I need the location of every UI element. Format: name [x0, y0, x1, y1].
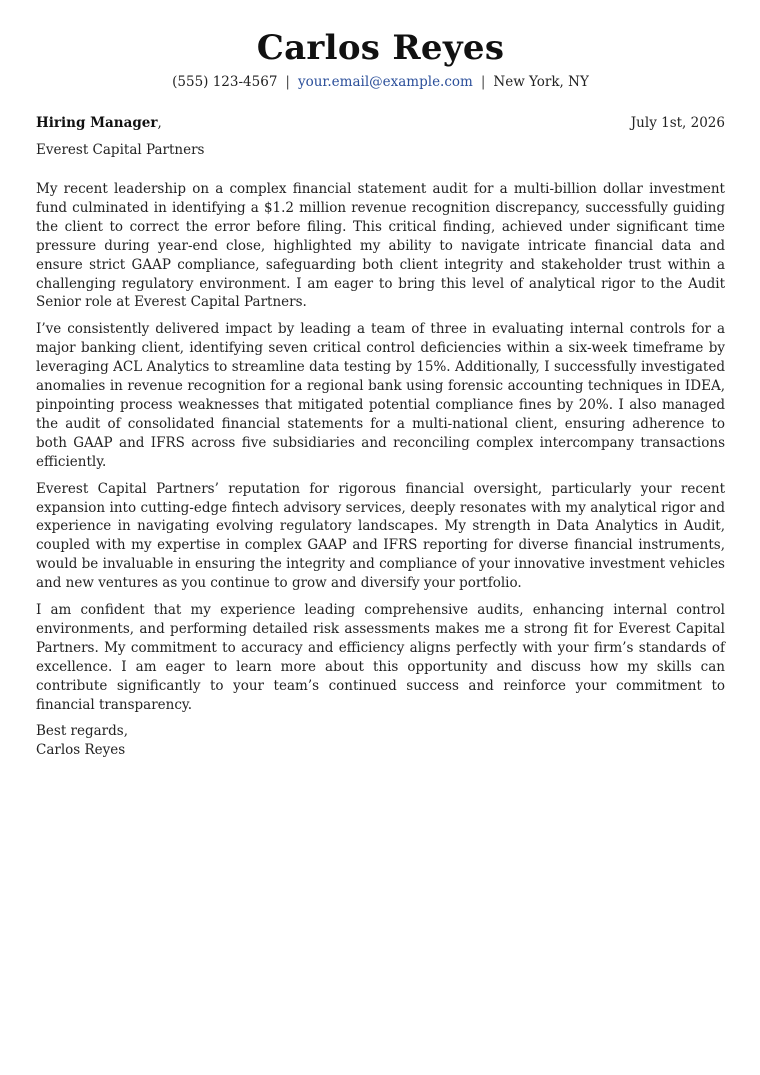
- contact-separator: |: [285, 74, 290, 90]
- signature-name: Carlos Reyes: [36, 742, 126, 759]
- location: New York, NY: [493, 74, 589, 90]
- body-paragraph: Everest Capital Partners’ reputation for rigorous financial oversight, particularly your recent expansion into cutting-edge fintech advisory services, deeply resonates with my analytical rigor and experience in navigating evolving regulatory landscapes. My strength in Data Analytics in Audit, coupled with my expertise in complex GAAP and IFRS reporting for diverse financial instruments, would be invaluable in ensuring the integrity and compliance of your innovative investment vehicles and new ventures as you continue to grow and diversify your portfolio.: [36, 480, 725, 592]
- letter-date: July 1st, 2026: [630, 115, 725, 131]
- email-link[interactable]: your.email@example.com: [297, 74, 473, 90]
- body-paragraph: My recent leadership on a complex financial statement audit for a multi-billion dollar investment fund culminated in identifying a $1.2 million revenue recognition discrepancy, successfully guiding the client to correct the error before filing. This critical finding, achieved under significant time pressure during year-end close, highlighted my ability to navigate intricate financial data and ensure strict GAAP compliance, safeguarding both client integrity and stakeholder trust within a challenging regulatory environment. I am eager to bring this level of analytical rigor to the Audit Senior role at Everest Capital Partners.: [36, 181, 725, 311]
- body-paragraph: I am confident that my experience leading comprehensive audits, enhancing internal control environments, and performing detailed risk assessments makes me a strong fit for Everest Capital Partners. My commitment to accuracy and efficiency aligns perfectly with your firm’s standards of excellence. I am eager to learn more about this opportunity and discuss how my skills can contribute significantly to your team’s continued success and reinforce your commitment to financial transparency.: [36, 602, 725, 713]
- contact-separator: |: [480, 74, 486, 90]
- applicant-name: Carlos Reyes: [256, 28, 505, 68]
- recipient-title: Hiring Manager: [36, 115, 158, 131]
- body-paragraph: I’ve consistently delivered impact by leading a team of three in evaluating internal controls for a major banking client, identifying seven critical control deficiencies within a six-week timeframe by leveraging ACL Analytics to streamline data testing by 15%. Additionally, I successfully investigated anomalies in revenue recognition for a regional bank using forensic accounting techniques in IDEA, pinpointing process weaknesses that mitigated potential compliance fines by 20%. I also managed the audit of consolidated financial statements for a multi-national client, ensuring adherence to both GAAP and IFRS across five subsidiaries and reconciling complex intercompany transactions efficiently.: [36, 321, 725, 470]
- closing-salutation: Best regards,: [36, 723, 129, 740]
- letter-body: [36, 180, 725, 760]
- recipient-date-row: [36, 114, 725, 132]
- closing-block: [36, 722, 725, 760]
- recipient-title-wrap: [36, 114, 162, 132]
- recipient-company: Everest Capital Partners: [36, 142, 205, 158]
- phone-number: (555) 123-4567: [172, 74, 278, 90]
- recipient-title-suffix: ,: [157, 115, 162, 131]
- contact-line: [36, 73, 725, 91]
